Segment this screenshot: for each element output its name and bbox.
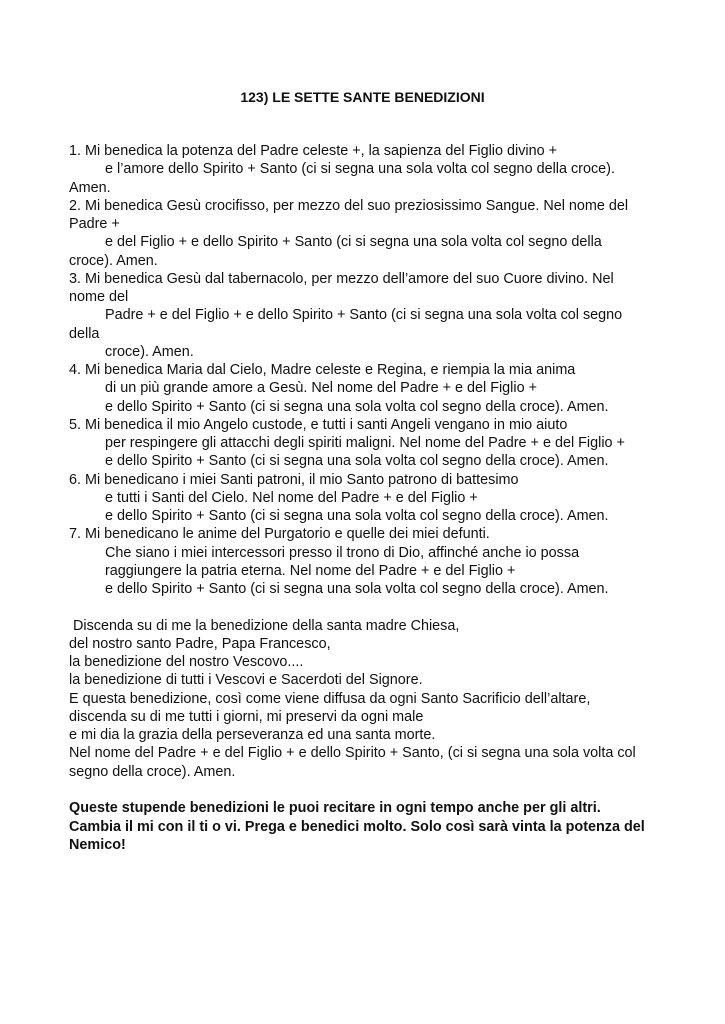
closing-line: e mi dia la grazia della perseveranza ed una santa morte. [69,727,436,743]
closing-line: E questa benedizione, così come viene diffusa da ogni Santo Sacrificio dell’altare, [69,691,591,707]
blessing-line: di un più grande amore a Gesù. Nel nome del Padre + e del Figlio + [105,380,537,396]
blessing-line: e dello Spirito + Santo (ci si segna una sola volta col segno della croce). Amen. [105,453,609,469]
closing-line: Nel nome del Padre + e del Figlio + e dello Spirito + Santo, (ci si segna una sola volta col [69,745,636,761]
blessing-line: 6. Mi benedicano i miei Santi patroni, il mio Santo patrono di battesimo [69,472,519,488]
blessing-line: e tutti i Santi del Cielo. Nel nome del Padre + e del Figlio + [105,490,478,506]
final-note-line: Cambia il mi con il ti o vi. Prega e benedici molto. Solo così sarà vinta la potenza del [69,819,645,835]
blessing-line: 1. Mi benedica la potenza del Padre celeste +, la sapienza del Figlio divino + [69,143,557,159]
blessing-line: Amen. [69,180,111,196]
blessing-line: e dello Spirito + Santo (ci si segna una sola volta col segno della croce). Amen. [105,508,609,524]
blessing-line: e l’amore dello Spirito + Santo (ci si segna una sola volta col segno della croce). [105,161,615,177]
blessing-line: Padre + e del Figlio + e dello Spirito + Santo (ci si segna una sola volta col segno [105,307,623,323]
blessing-line: croce). Amen. [69,253,158,269]
final-note-line: Queste stupende benedizioni le puoi recitare in ogni tempo anche per gli altri. [69,800,601,816]
blessing-line: 3. Mi benedica Gesù dal tabernacolo, per mezzo dell’amore del suo Cuore divino. Nel [69,271,614,287]
blessing-line: raggiungere la patria eterna. Nel nome del Padre + e del Figlio + [105,563,516,579]
blessing-line: per respingere gli attacchi degli spiriti maligni. Nel nome del Padre + e del Figlio + [105,435,625,451]
blessing-line: 5. Mi benedica il mio Angelo custode, e tutti i santi Angeli vengano in mio aiuto [69,417,568,433]
blessing-line: 7. Mi benedicano le anime del Purgatorio e quelle dei miei defunti. [69,526,490,542]
blessing-line: e del Figlio + e dello Spirito + Santo (ci si segna una sola volta col segno della [105,234,602,250]
blessing-line: croce). Amen. [105,344,194,360]
blessing-line: Che siano i miei intercessori presso il trono di Dio, affinché anche io possa [105,545,580,561]
closing-line: la benedizione del nostro Vescovo.... [69,654,304,670]
blessing-line: della [69,326,100,342]
blessing-line: 2. Mi benedica Gesù crocifisso, per mezzo del suo preziosissimo Sangue. Nel nome del [69,198,629,214]
blessing-line: e dello Spirito + Santo (ci si segna una sola volta col segno della croce). Amen. [105,399,609,415]
blessing-line: Padre + [69,216,120,232]
closing-line: del nostro santo Padre, Papa Francesco, [69,636,331,652]
closing-line: Discenda su di me la benedizione della santa madre Chiesa, [69,618,460,634]
document-title: 123) LE SETTE SANTE BENEDIZIONI [240,89,485,105]
closing-line: la benedizione di tutti i Vescovi e Sacerdoti del Signore. [69,672,423,688]
blessing-line: nome del [69,289,129,305]
final-note-line: Nemico! [69,837,126,853]
closing-line: segno della croce). Amen. [69,764,236,780]
blessing-line: 4. Mi benedica Maria dal Cielo, Madre celeste e Regina, e riempia la mia anima [69,362,576,378]
closing-line: discenda su di me tutti i giorni, mi preservi da ogni male [69,709,424,725]
blessing-line: e dello Spirito + Santo (ci si segna una sola volta col segno della croce). Amen. [105,581,609,597]
